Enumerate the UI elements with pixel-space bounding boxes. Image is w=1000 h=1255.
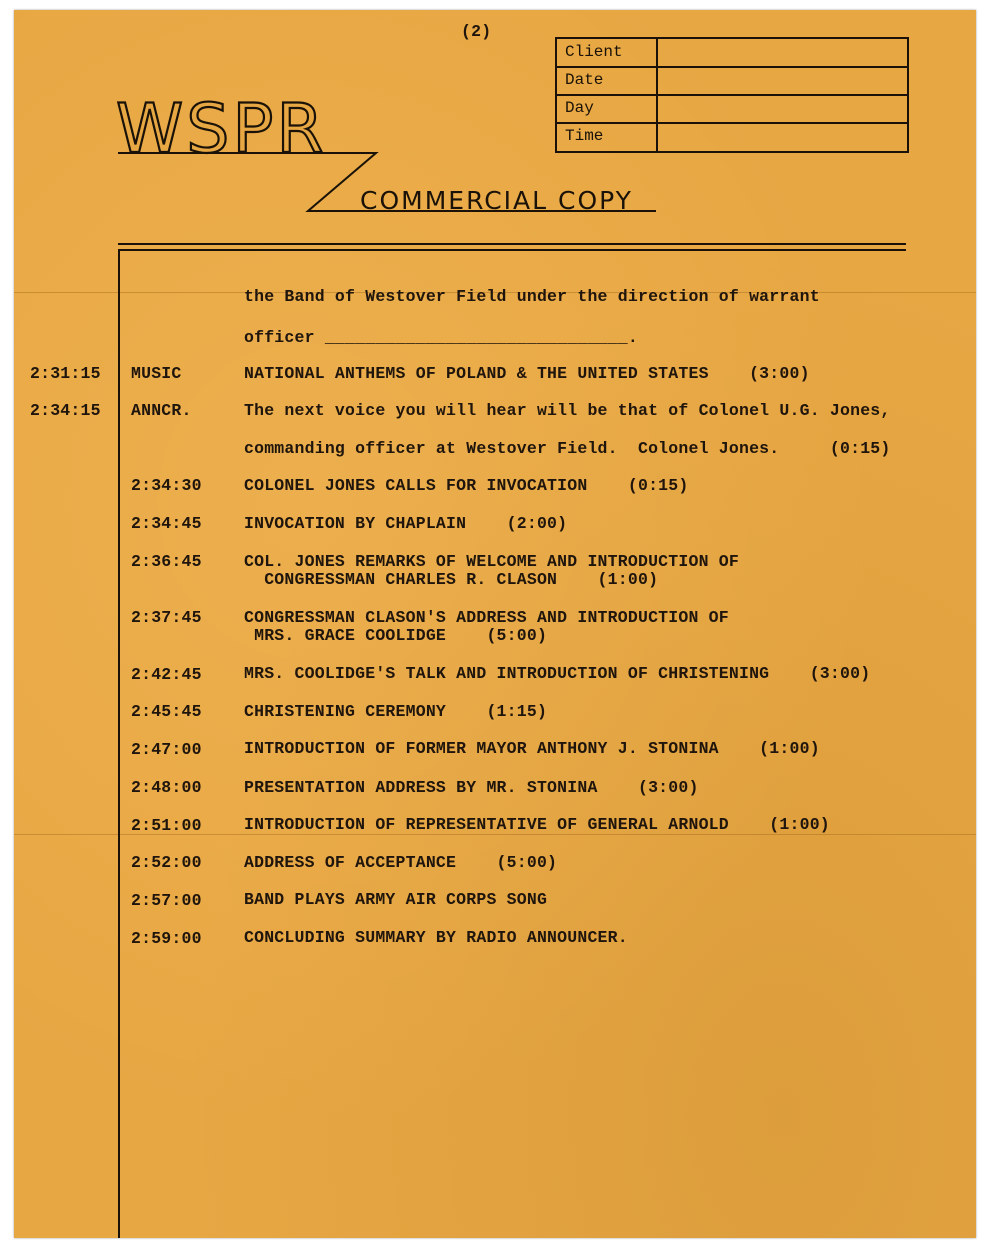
entry-text: BAND PLAYS ARMY AIR CORPS SONG: [244, 890, 548, 909]
entry-text: NATIONAL ANTHEMS OF POLAND & THE UNITED STATES (3:00): [244, 364, 810, 383]
intro-line: officer ______________________________.: [244, 328, 638, 347]
form-row-date: [557, 67, 907, 95]
entry-time: 2:48:00: [131, 778, 202, 797]
entry-time: 2:59:00: [131, 929, 202, 948]
form-row-client: [557, 39, 907, 67]
intro-line: the Band of Westover Field under the direction of warrant: [244, 287, 820, 306]
form-label-date: Date: [565, 71, 604, 89]
entry-cue: ANNCR.: [131, 401, 192, 420]
entry-time: 2:52:00: [131, 853, 202, 872]
station-logo: WSPR: [116, 90, 327, 169]
top-rule: [118, 243, 906, 245]
entry-text: CHRISTENING CEREMONY (1:15): [244, 702, 548, 721]
entry-time: 2:37:45: [131, 608, 202, 627]
entry-text: COLONEL JONES CALLS FOR INVOCATION (0:15): [244, 476, 689, 495]
entry-time: 2:51:00: [131, 816, 202, 835]
entry-text: The next voice you will hear will be that of Colonel U.G. Jones,: [244, 401, 891, 420]
entry-text: ADDRESS OF ACCEPTANCE (5:00): [244, 853, 558, 872]
page-number: (2): [461, 22, 492, 41]
top-rule-secondary: [118, 249, 906, 251]
entry-text: CONGRESSMAN CLASON'S ADDRESS AND INTRODUCTION OF: [244, 608, 729, 627]
entry-time: 2:31:15: [30, 364, 101, 383]
commercial-copy-title: COMMERCIAL COPY: [360, 186, 633, 215]
form-label-day: Day: [565, 99, 594, 117]
entry-text: CONCLUDING SUMMARY BY RADIO ANNOUNCER.: [244, 928, 628, 947]
entry-time: 2:36:45: [131, 552, 202, 571]
entry-time: 2:34:45: [131, 514, 202, 533]
entry-time: 2:42:45: [131, 665, 202, 684]
entry-text: MRS. GRACE COOLIDGE (5:00): [244, 626, 548, 645]
entry-text: MRS. COOLIDGE'S TALK AND INTRODUCTION OF CHRISTENING (3:00): [244, 664, 871, 683]
entry-text: CONGRESSMAN CHARLES R. CLASON (1:00): [244, 570, 659, 589]
entry-cue: MUSIC: [131, 364, 182, 383]
entry-text: PRESENTATION ADDRESS BY MR. STONINA (3:00): [244, 778, 699, 797]
entry-time: 2:57:00: [131, 891, 202, 910]
entry-text: commanding officer at Westover Field. Colonel Jones. (0:15): [244, 439, 891, 458]
paper-sheet: [14, 10, 976, 1238]
entry-text: INVOCATION BY CHAPLAIN (2:00): [244, 514, 568, 533]
form-label-client: Client: [565, 43, 623, 61]
entry-time: 2:47:00: [131, 740, 202, 759]
margin-rule: [118, 249, 120, 1238]
client-info-form: [555, 37, 909, 153]
entry-time: 2:34:30: [131, 476, 202, 495]
entry-time: 2:45:45: [131, 702, 202, 721]
entry-text: INTRODUCTION OF FORMER MAYOR ANTHONY J. STONINA (1:00): [244, 739, 820, 758]
entry-text: INTRODUCTION OF REPRESENTATIVE OF GENERAL ARNOLD (1:00): [244, 815, 830, 834]
entry-text: COL. JONES REMARKS OF WELCOME AND INTRODUCTION OF: [244, 552, 739, 571]
entry-time: 2:34:15: [30, 401, 101, 420]
form-row-time: [557, 123, 907, 151]
form-label-time: Time: [565, 127, 604, 145]
form-row-day: [557, 95, 907, 123]
